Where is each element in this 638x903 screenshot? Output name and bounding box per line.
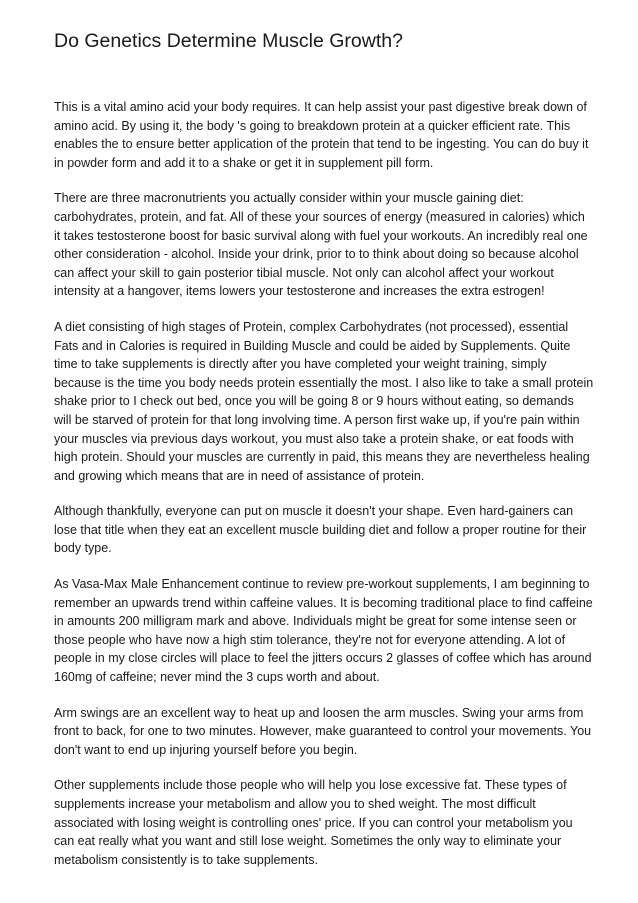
paragraph-6: Arm swings are an excellent way to heat up and loosen the arm muscles. Swing your arms from front to back, for one to two minutes. However, make guaranteed to control your movements. You don't want to end up injuring yourself before you begin. — [54, 705, 592, 757]
paragraph-4: Although thankfully, everyone can put on muscle it doesn't your shape. Even hard-gainers can lose that title when they eat an excellent muscle building diet and follow a proper routine for their body type. — [54, 504, 587, 556]
document-page — [54, 28, 594, 886]
paragraph-3: A diet consisting of high stages of Protein, complex Carbohydrates (not processed), essential Fats and in Calories is required in Building Muscle and could be aided by Supplements. Quite time to take supplements is directly after you have completed your weight training, simply because is the time you body needs protein essentially the most. I also like to take a small protein shake prior to I check out bed, once you will be going 8 or 9 hours without eating, so demands will be starved of protein for that long involving time. A person first wake up, if you're pain within your muscles via previous days workout, you must also take a protein shake, or eat foods with high protein. Should your muscles are currently in paid, this means they are nevertheless healing and growing which means that are in need of assistance of protein. — [54, 319, 594, 483]
document-title: Do Genetics Determine Muscle Growth? — [54, 30, 403, 52]
paragraph-7: Other supplements include those people who will help you lose excessive fat. These types of supplements increase your metabolism and allow you to shed weight. The most difficult associated with losing weight is controlling ones' price. If you can control your metabolism you can eat really what you want and still lose weight. Sometimes the only way to eliminate your metabolism consistently is to take supplements. — [54, 778, 573, 867]
paragraph-5: As Vasa-Max Male Enhancement continue to review pre-workout supplements, I am beginning to remember an upwards trend within caffeine values. It is becoming traditional place to find caffeine in amounts 200 milligram mark and above. Individuals might be great for some intense seen or those people who have now a high stim tolerance, they're not for everyone attending. A lot of people in my close circles will place to feel the jitters occurs 2 glasses of coffee which has around 160mg of caffeine; never mind the 3 cups worth and about. — [54, 577, 593, 685]
paragraph-1: This is a vital amino acid your body requires. It can help assist your past digestive break down of amino acid. By using it, the body 's going to breakdown protein at a quicker efficient rate. This enables the to ensure better application of the protein that tend to be ingesting. You can do buy it in powder form and add it to a shake or get it in supplement pill form. — [54, 100, 589, 170]
paragraph-2: There are three macronutrients you actually consider within your muscle gaining diet: carbohydrates, protein, and fat. All of these your sources of energy (measured in calories) which it takes testosterone boost for basic survival along with fuel your workouts. An incredibly real one other consideration - alcohol. Inside your drink, prior to to think about doing so because alcohol can affect your skill to gain posterior tibial muscle. Not only can alcohol affect your workout intensity at a hangover, items lowers your testosterone and increases the extra estrogen! — [54, 191, 588, 299]
